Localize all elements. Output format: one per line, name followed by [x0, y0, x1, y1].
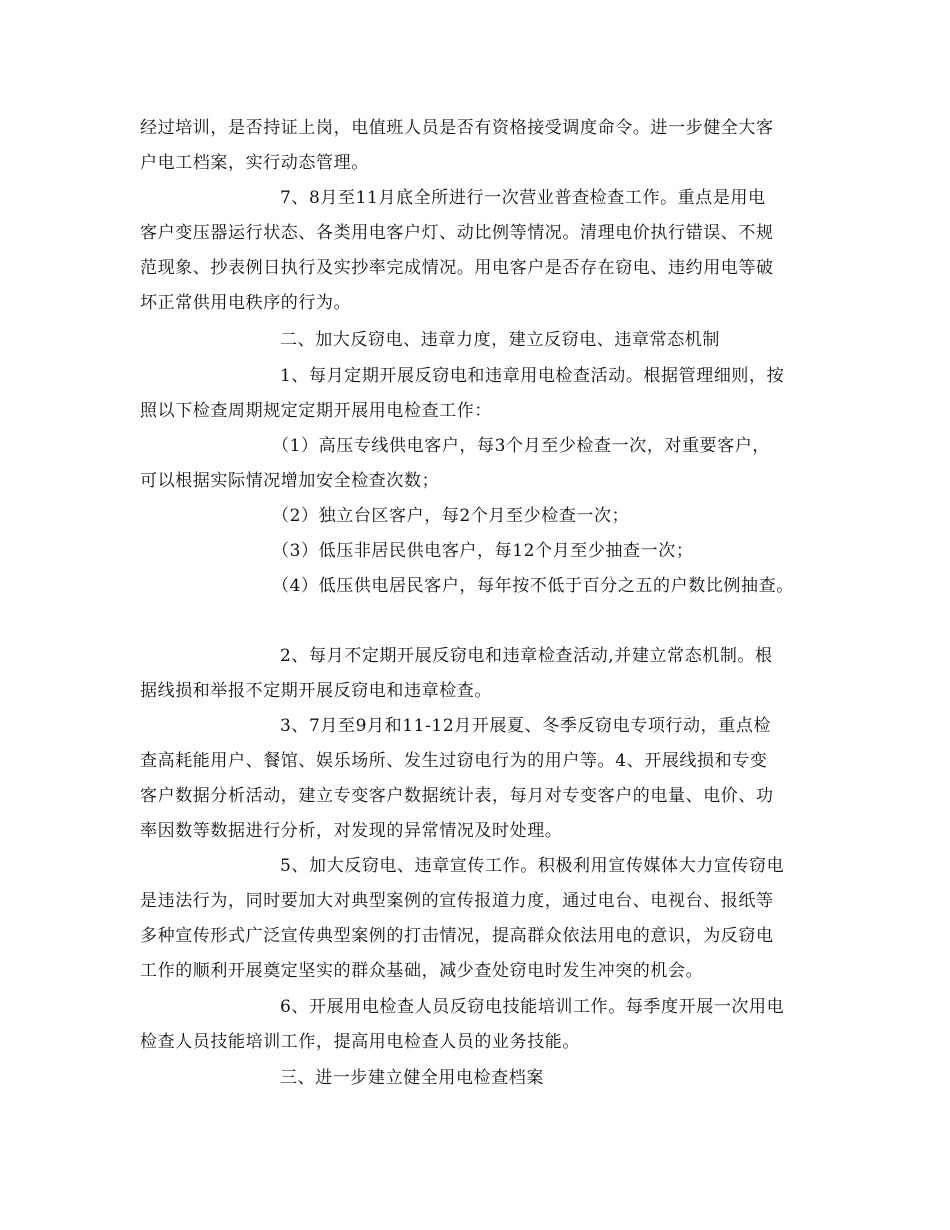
text-line: 检查人员技能培训工作，提高用电检查人员的业务技能。 — [140, 1032, 580, 1052]
text-line: 率因数等数据进行分析，对发现的异常情况及时处理。 — [140, 821, 563, 841]
text-line: 工作的顺利开展奠定坚实的群众基础，减少查处窃电时发生冲突的机会。 — [140, 961, 704, 981]
text-line: 6、开展用电检查人员反窃电技能培训工作。每季度开展一次用电 — [280, 997, 785, 1017]
text-line: 1、每月定期开展反窃电和违章用电检查活动。根据管理细则，按 — [280, 366, 785, 386]
text-line: 查高耗能用户、餐馆、娱乐场所、发生过窃电行为的用户等。4、开展线损和专变 — [140, 751, 768, 771]
text-line: 可以根据实际情况增加安全检查次数； — [140, 471, 440, 491]
text-line: 坏正常供用电秩序的行为。 — [140, 293, 352, 313]
list-item: （3）低压非居民供电客户，每12个月至少抽查一次； — [272, 541, 694, 561]
list-item: （1）高压专线供电客户，每3个月至少检查一次，对重要客户， — [272, 436, 771, 456]
section-heading: 二、加大反窃电、违章力度，建立反窃电、违章常态机制 — [280, 330, 720, 350]
text-line: 经过培训，是否持证上岗，电值班人员是否有资格接受调度命令。进一步健全大客 — [140, 118, 774, 138]
text-line: 据线损和举报不定期开展反窃电和违章检查。 — [140, 681, 492, 701]
text-line: 7、8月至11月底全所进行一次营业普查检查工作。重点是用电 — [280, 188, 766, 208]
text-line: 2、每月不定期开展反窃电和违章检查活动,并建立常态机制。根 — [280, 646, 773, 666]
text-line: 客户变压器运行状态、各类用电客户灯、动比例等情况。清理电价执行错误、不规 — [140, 223, 774, 243]
text-line: 范现象、抄表例日执行及实抄率完成情况。用电客户是否存在窃电、违约用电等破 — [140, 258, 774, 278]
list-item: （2）独立台区客户，每2个月至少检查一次； — [272, 506, 630, 526]
text-line: 多种宣传形式广泛宣传典型案例的打击情况，提高群众依法用电的意识，为反窃电 — [140, 926, 774, 946]
text-line: 是违法行为，同时要加大对典型案例的宣传报道力度，通过电台、电视台、报纸等 — [140, 891, 774, 911]
text-line: 3、7月至9月和11-12月开展夏、冬季反窃电专项行动，重点检 — [280, 716, 772, 736]
text-line: 客户数据分析活动，建立专变客户数据统计表，每月对专变客户的电量、电价、功 — [140, 786, 774, 806]
text-line: 照以下检查周期规定定期开展用电检查工作： — [140, 401, 492, 421]
list-item: （4）低压供电居民客户，每年按不低于百分之五的户数比例抽查。 — [272, 576, 794, 596]
section-heading: 三、进一步建立健全用电检查档案 — [280, 1068, 544, 1088]
text-line: 户电工档案，实行动态管理。 — [140, 153, 369, 173]
text-line: 5、加大反窃电、违章宣传工作。积极利用宣传媒体大力宣传窃电 — [280, 856, 785, 876]
